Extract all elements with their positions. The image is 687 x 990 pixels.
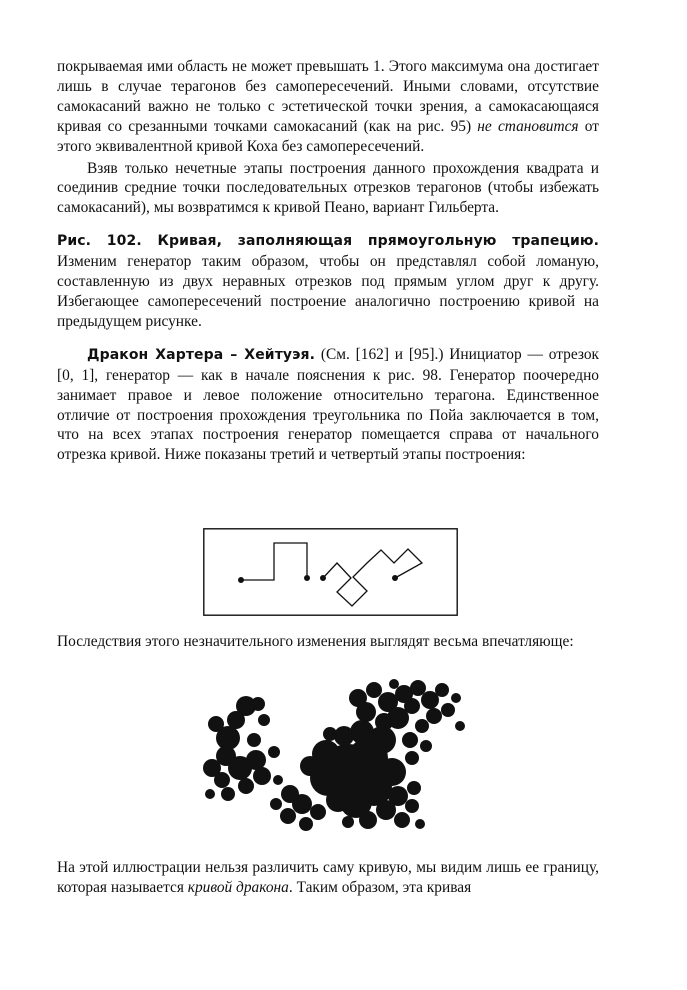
- paragraph-2: Взяв только нечетные этапы построения данного прохождения квадрата и соединив средние точки последовательных отрезков терагонов (чтобы избежать самокасаний), мы возвратимся к кривой Пеано, вариант Гильберта.: [57, 159, 599, 217]
- paragraph-fig-102: Рис. 102. Кривая, заполняющая прямоугольную трапецию. Изменим генератор таким образом, чтобы он представлял собой ломаную, составленную из двух неравных отрезков под прямым углом друг к другу. Избегающее самопересечений построение аналогично построению кривой на предыдущем рисунке.: [57, 233, 599, 330]
- italic-phrase: не становится: [477, 117, 579, 135]
- curve-endpoint: [320, 575, 326, 581]
- paragraph-1: покрываемая ими область не может превышать 1. Этого максимума она достигает лишь в случае терагонов без самопересечений. Иными словами, отсутствие самокасаний важно не только с эстетической точки зрения, а самокасающаяся кривая со срезанными точками самокасаний (как на рис. 95) не становится от этого эквивалентной кривой Коха без самопересечений.: [57, 58, 599, 155]
- curve-endpoint: [238, 577, 244, 583]
- page-body: [57, 57, 599, 465]
- curve-endpoint: [392, 575, 398, 581]
- italic-term: кривой дракона: [187, 878, 289, 896]
- dragon-construction-stages-figure: [203, 528, 458, 616]
- paragraph-dragon: Дракон Хартера – Хейтуэя. (См. [162] и [95].) Инициатор — отрезок [0, 1], генератор — как в начале пояснения к рис. 98. Генератор поочередно занимает правое и левое положение относительно терагона. Единственное отличие от построения прохождения треугольника по Пойа заключается в том, что на всех этапах построения генератор помещается справа от начального отрезка кривой. Ниже показаны третий и четвертый этапы построения:: [57, 345, 599, 464]
- section-heading: Дракон Хартера – Хейтуэя.: [87, 346, 316, 363]
- dragon-curve-fractal-image: [198, 676, 486, 840]
- paragraph-consequences: Последствия этого незначительного изменения выглядят весьма впечатляюще:: [57, 633, 574, 650]
- fourth-stage-curve: [323, 549, 422, 606]
- third-stage-curve: [241, 543, 307, 580]
- curve-endpoint: [304, 575, 310, 581]
- paragraph-dragon-boundary: На этой иллюстрации нельзя различить саму кривую, мы видим лишь ее границу, которая называется кривой дракона. Таким образом, эта кривая: [57, 859, 599, 896]
- figure-heading: Рис. 102. Кривая, заполняющая прямоугольную трапецию.: [57, 233, 599, 250]
- figure-frame: [204, 529, 457, 615]
